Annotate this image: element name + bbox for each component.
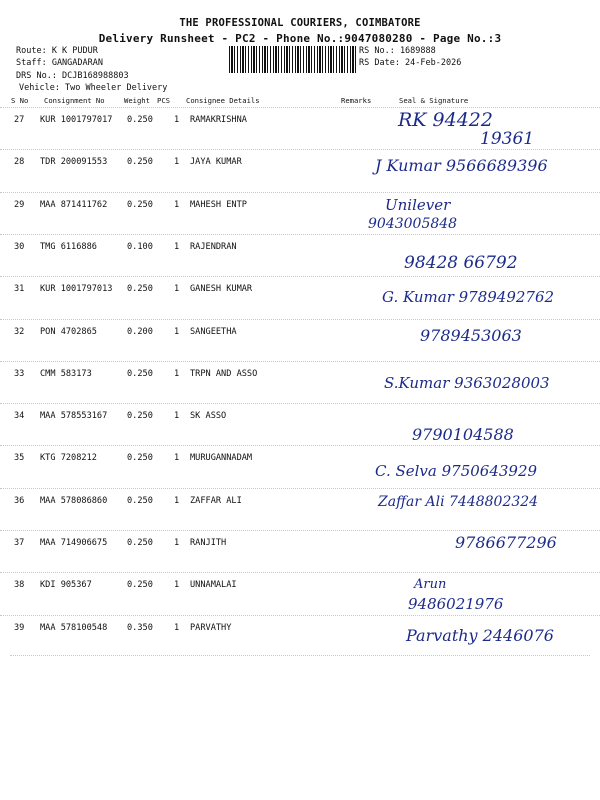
row-consignee: GANESH KUMAR [190, 284, 253, 295]
route-label: Route: K K PUDUR [16, 46, 98, 56]
row-weight: 0.250 [127, 538, 153, 548]
table-bottom-rule [10, 655, 590, 656]
barcode-image [229, 46, 356, 73]
col-header-pcs: PCS [157, 96, 170, 105]
table-row [0, 192, 600, 235]
row-consignment-no: KTG 7208212 [40, 453, 97, 464]
row-weight: 0.250 [127, 453, 153, 464]
staff-label: Staff: GANGADARAN [16, 58, 103, 68]
signature-27b: 19361 [480, 129, 535, 149]
row-sno: 32 [14, 326, 25, 337]
row-consignee: PARVATHY [190, 622, 232, 633]
col-header-weight: Weight [124, 96, 150, 105]
row-sno: 28 [14, 157, 25, 168]
row-sno: 35 [14, 453, 25, 464]
row-pcs: 1 [174, 241, 180, 252]
row-pcs: 1 [174, 199, 180, 210]
row-weight: 0.100 [127, 241, 153, 252]
signature-28: J Kumar 9566689396 [375, 156, 548, 175]
signature-37: 9786677296 [455, 533, 557, 552]
runsheet-title: Delivery Runsheet - PC2 - Phone No.:9047080280 - Page No.:3 [98, 32, 502, 45]
row-pcs: 1 [174, 622, 180, 633]
row-weight: 0.250 [127, 115, 153, 125]
row-consignment-no: MAA 578086860 [40, 495, 108, 506]
row-consignee: TRPN AND ASSO [190, 368, 258, 379]
row-sno: 36 [14, 495, 25, 506]
row-sno: 30 [14, 241, 25, 252]
row-consignee: UNNAMALAI [190, 580, 237, 591]
row-sno: 39 [14, 622, 25, 633]
row-consignment-no: MAA 714906675 [40, 538, 108, 548]
row-weight: 0.250 [127, 284, 153, 295]
row-pcs: 1 [174, 453, 180, 464]
signature-32: 9789453063 [420, 326, 522, 345]
row-weight: 0.250 [127, 411, 153, 422]
row-consignee: ZAFFAR ALI [190, 495, 242, 506]
row-consignee: RAJENDRAN [190, 241, 237, 252]
col-header-consignment: Consignment No [44, 96, 105, 105]
col-header-remarks: Remarks [341, 96, 372, 105]
drs-label: DRS No.: DCJB168988803 [16, 71, 129, 81]
row-consignment-no: MAA 578100548 [40, 622, 108, 633]
row-consignee: RAMAKRISHNA [190, 115, 247, 125]
row-sno: 33 [14, 368, 25, 379]
row-sno: 31 [14, 284, 25, 295]
row-consignee: SANGEETHA [190, 326, 237, 337]
row-pcs: 1 [174, 538, 180, 548]
signature-35: C. Selva 9750643929 [375, 462, 538, 480]
row-consignment-no: TDR 200091553 [40, 157, 108, 168]
row-consignee: SK ASSO [190, 411, 227, 422]
row-pcs: 1 [174, 368, 180, 379]
row-pcs: 1 [174, 326, 180, 337]
row-consignee: RANJITH [190, 538, 227, 548]
signature-38a: Arun [414, 577, 447, 592]
row-consignment-no: MAA 578553167 [40, 411, 108, 422]
row-weight: 0.250 [127, 368, 153, 379]
row-sno: 34 [14, 411, 25, 422]
row-consignee: MAHESH ENTP [190, 199, 247, 210]
row-consignee: MURUGANNADAM [190, 453, 253, 464]
signature-30: 98428 66792 [404, 253, 518, 273]
row-consignment-no: MAA 871411762 [40, 199, 108, 210]
row-weight: 0.250 [127, 157, 153, 168]
col-header-consignee: Consignee Details [186, 96, 260, 105]
row-consignment-no: KUR 1001797013 [40, 284, 113, 295]
row-weight: 0.250 [127, 580, 153, 591]
signature-36: Zaffar Ali 7448802324 [378, 494, 539, 510]
col-header-sno: S No [11, 96, 29, 105]
row-consignee: JAYA KUMAR [190, 157, 242, 168]
row-weight: 0.350 [127, 622, 153, 633]
signature-34: 9790104588 [412, 425, 514, 444]
row-consignment-no: CMM 583173 [40, 368, 92, 379]
row-pcs: 1 [174, 115, 180, 125]
signature-38b: 9486021976 [408, 595, 504, 613]
row-pcs: 1 [174, 284, 180, 295]
row-pcs: 1 [174, 411, 180, 422]
row-sno: 38 [14, 580, 25, 591]
row-consignment-no: TMG 6116886 [40, 241, 97, 252]
row-pcs: 1 [174, 157, 180, 168]
rs-date: RS Date: 24-Feb-2026 [359, 58, 462, 68]
signature-29b: 9043005848 [368, 216, 458, 232]
signature-27a: RK 94422 [398, 109, 493, 131]
row-consignment-no: KDI 905367 [40, 580, 92, 591]
row-pcs: 1 [174, 495, 180, 506]
signature-29a: Unilever [385, 196, 451, 214]
vehicle-label: Vehicle: Two Wheeler Delivery [19, 83, 168, 93]
row-pcs: 1 [174, 580, 180, 591]
row-weight: 0.250 [127, 199, 153, 210]
signature-31: G. Kumar 9789492762 [382, 288, 555, 306]
row-sno: 37 [14, 538, 25, 548]
row-weight: 0.250 [127, 495, 153, 506]
table-row [0, 572, 600, 615]
row-consignment-no: PON 4702865 [40, 326, 97, 337]
row-consignment-no: KUR 1001797017 [40, 115, 113, 125]
row-sno: 29 [14, 199, 25, 210]
signature-39: Parvathy 2446076 [406, 626, 554, 645]
row-weight: 0.200 [127, 326, 153, 337]
col-header-seal: Seal & Signature [399, 96, 469, 105]
signature-33: S.Kumar 9363028003 [384, 374, 550, 392]
company-title: THE PROFESSIONAL COURIERS, COIMBATORE [179, 17, 421, 29]
rs-number: RS No.: 1689888 [359, 46, 436, 56]
row-sno: 27 [14, 115, 25, 125]
